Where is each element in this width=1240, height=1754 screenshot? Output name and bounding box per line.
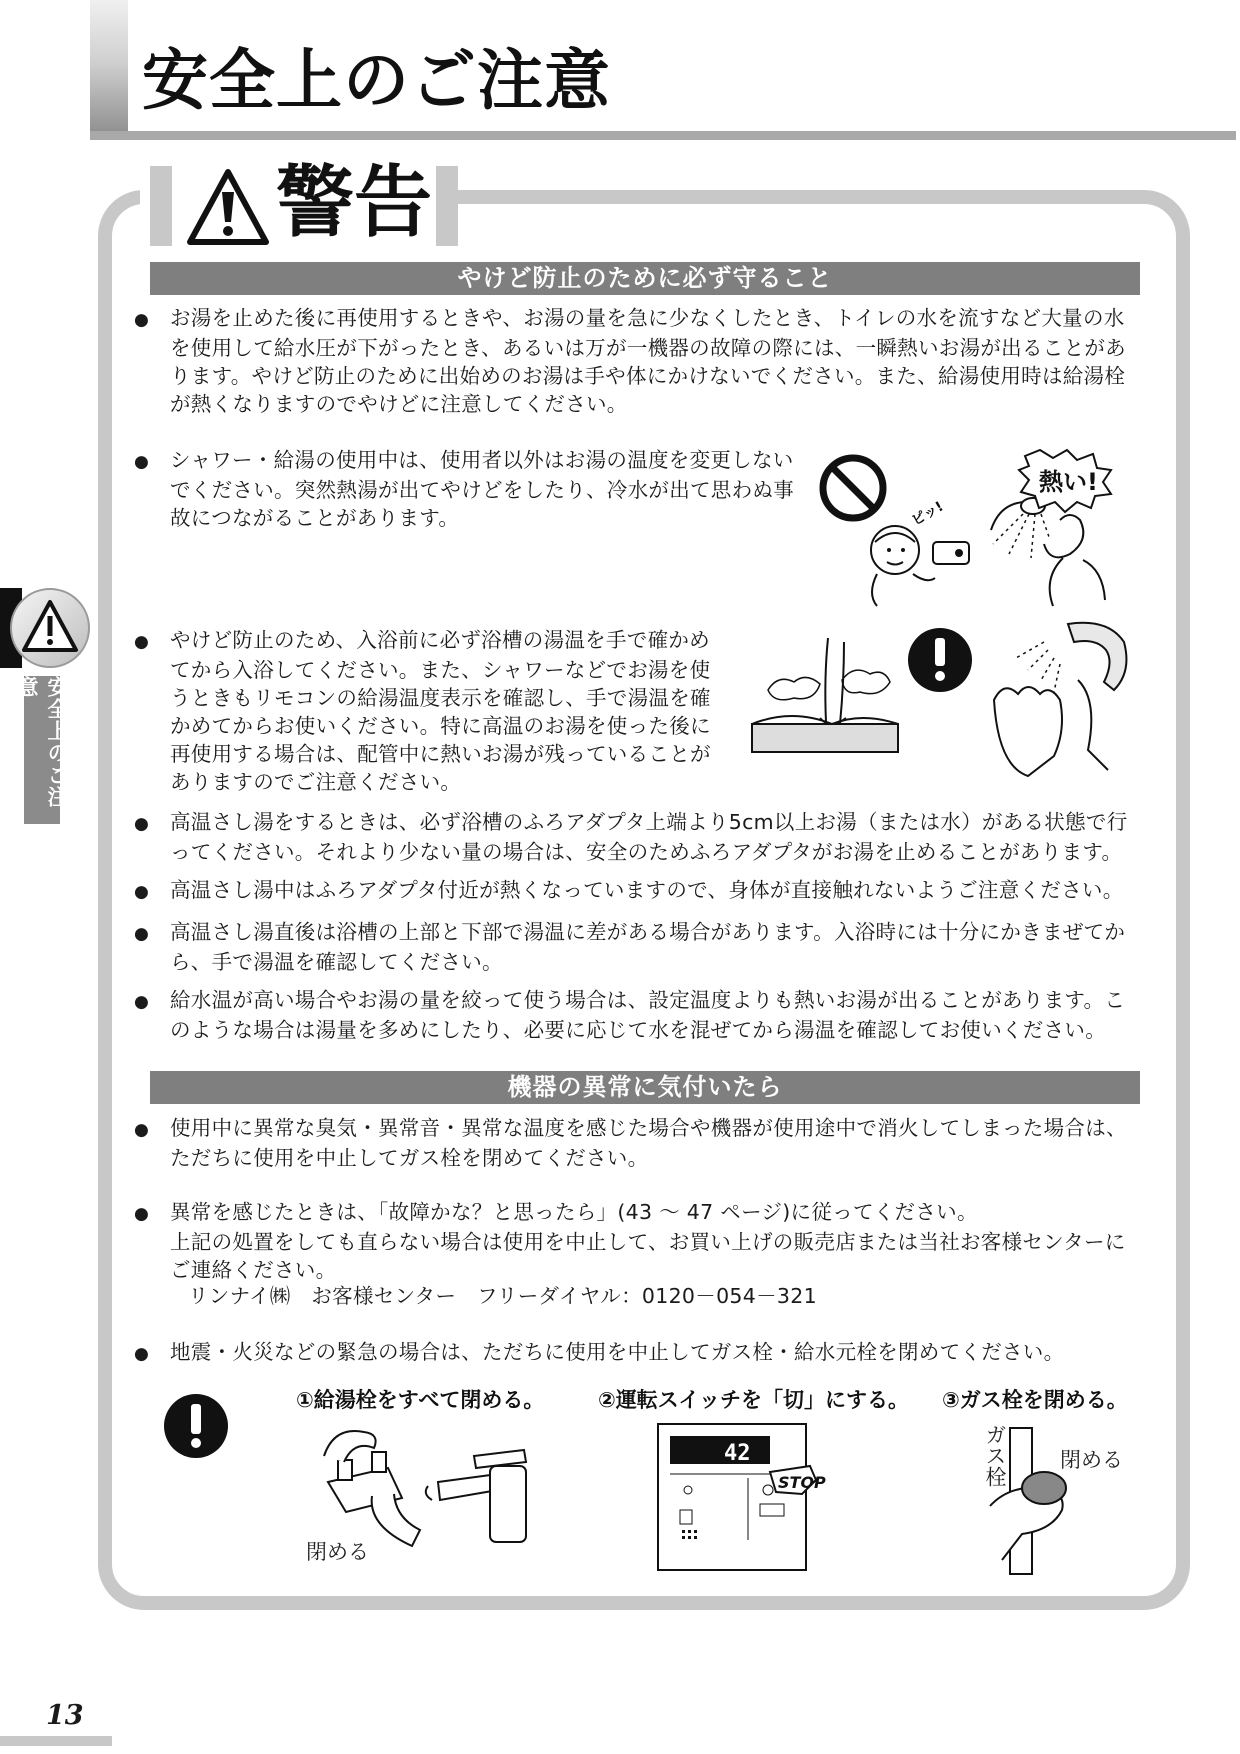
page-number: 13 — [46, 1700, 84, 1731]
mandatory-action-icon — [908, 628, 972, 692]
header-rule — [90, 131, 1236, 140]
mandatory-action-icon — [162, 1392, 230, 1460]
bullet-icon: ● — [134, 882, 150, 902]
remote-controller-illustration — [652, 1420, 826, 1574]
list-item: ● 異常を感じたときは、「故障かな？と思ったら」(43 ～ 47 ページ)に従ってください。 上記の処置をしても直らない場合は使用を中止して、お買い上げの販売店または当社お客様センターにご連絡ください。 — [134, 1200, 1126, 1282]
prohibition-icon — [823, 458, 883, 518]
bullet-icon: ● — [134, 924, 150, 944]
svg-text:ピッ!: ピッ! — [909, 498, 947, 530]
list-item: ● 高温さし湯直後は浴槽の上部と下部で湯温に差がある場合があります。入浴時には十分にかきまぜてから、手で湯温を確認してください。 — [134, 920, 1126, 974]
gas-valve-label: ガス栓 — [983, 1424, 1007, 1487]
svg-text:熱い!: 熱い! — [1039, 468, 1098, 496]
bullet-icon: ● — [134, 632, 150, 652]
warning-triangle-icon — [12, 590, 88, 666]
bullet-icon: ● — [134, 1120, 150, 1140]
svg-text:STOP: STOP — [778, 1473, 826, 1492]
list-item: ● 使用中に異常な臭気・異常音・異常な温度を感じた場合や機器が使用途中で消火してしまった場合は、ただちに使用を中止してガス栓を閉めてください。 — [134, 1116, 1127, 1170]
bullet-icon: ● — [134, 452, 150, 472]
bullet-icon: ● — [134, 1344, 150, 1364]
section-heading-burn-prevention: やけど防止のために必ず守ること — [150, 262, 1140, 295]
close-label: 閉める — [1060, 1448, 1123, 1472]
customer-center-contact: リンナイ㈱ お客様センター フリーダイヤル：0120－054－321 — [188, 1284, 817, 1308]
bullet-icon: ● — [134, 310, 150, 330]
svg-text:42: 42 — [724, 1441, 751, 1466]
warning-heading — [140, 158, 440, 254]
close-label: 閉める — [306, 1540, 369, 1564]
bath-check-illustration — [748, 620, 1144, 780]
bullet-icon: ● — [134, 1204, 150, 1224]
list-item: ● 高温さし湯をするときは、必ず浴槽のふろアダプタ上端より5cm以上お湯（または水）がある状態で行ってください。それより少ない量の場合は、安全のためふろアダプタがお湯を止めることがあります。 — [134, 810, 1128, 864]
warning-title: 警告 — [276, 158, 433, 248]
bullet-icon: ● — [134, 992, 150, 1012]
list-item: ● 地震・火災などの緊急の場合は、ただちに使用を中止してガス栓・給水元栓を閉めてください。 — [152, 1338, 1140, 1368]
list-item: ● お湯を止めた後に再使用するときや、お湯の量を急に少なくしたとき、トイレの水を流すなど大量の水を使用して給水圧が下がったとき、あるいは万が一機器の故障の際には、一瞬熱いお湯が出ることがあります。やけど防止のために出始めのお湯は手や体にかけないでください。また、給湯使用時は給湯栓が熱くなりますのでやけどに注意してください。 — [134, 306, 1126, 416]
list-item: ● やけど防止のため、入浴前に必ず浴槽の湯温を手で確かめてから入浴してください。また、シャワーなどでお湯を使うときもリモコンの給湯温度表示を確認し、手で湯温を確かめてからお使いください。特に高温のお湯を使った後に再使用する場合は、配管中に熱いお湯が残っていることがありますのでご注意ください。 — [134, 628, 711, 794]
header-gradient-bar — [90, 0, 128, 140]
prohibition-illustration — [815, 450, 1143, 610]
warning-triangle-icon — [186, 166, 270, 248]
section-heading-abnormality: 機器の異常に気付いたら — [150, 1071, 1140, 1104]
step-close-gas-valve: ③ガス栓を閉める。 — [942, 1388, 1128, 1412]
step-close-hot-water-taps: ①給湯栓をすべて閉める。 — [296, 1388, 545, 1412]
gas-valve-illustration — [960, 1418, 1090, 1578]
bullet-icon: ● — [134, 814, 150, 834]
step-turn-off-switch: ②運転スイッチを「切」にする。 — [598, 1388, 909, 1412]
side-section-label: 安全上のご注意 — [24, 676, 60, 824]
list-item: ● 給水温が高い場合やお湯の量を絞って使う場合は、設定温度よりも熱いお湯が出ることがあります。このような場合は湯量を多めにしたり、必要に応じて水を混ぜてから湯温を確認してお使いください。 — [134, 988, 1126, 1042]
page-number-bar — [0, 1736, 112, 1746]
page-title: 安全上のご注意 — [142, 42, 611, 119]
list-item: ● シャワー・給湯の使用中は、使用者以外はお湯の温度を変更しないでください。突然熱湯が出てやけどをしたり、冷水が出て思わぬ事故につながることがあります。 — [134, 448, 794, 530]
side-tab — [0, 588, 90, 668]
list-item: ● 高温さし湯中はふろアダプタ付近が熱くなっていますので、身体が直接触れないようご注意ください。 — [152, 876, 1140, 906]
